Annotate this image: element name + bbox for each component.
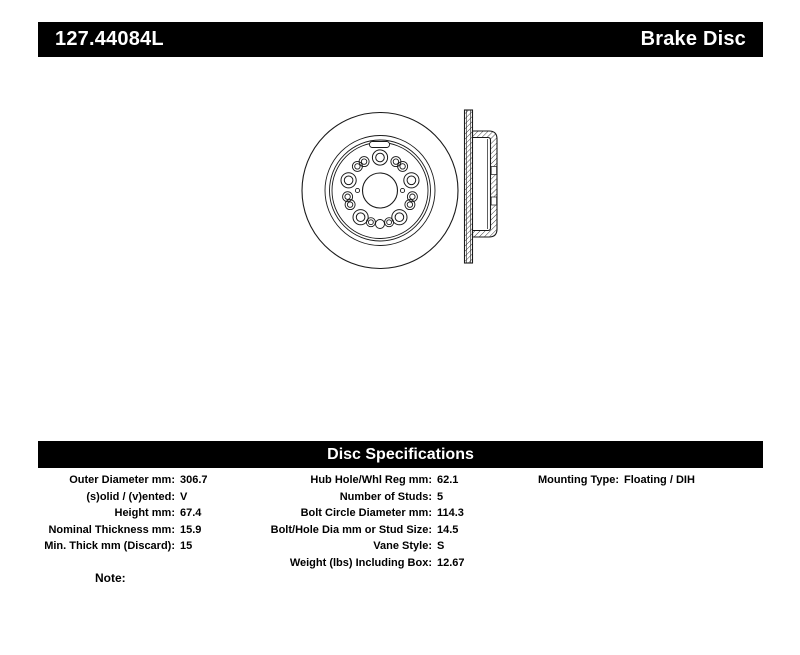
spec-value: 67.4 [180, 507, 202, 520]
spec-label: Bolt/Hole Dia mm or Stud Size: [270, 523, 432, 536]
header-bar [38, 22, 763, 57]
section-title: Disc Specifications [327, 445, 474, 463]
spec-column-right [534, 472, 695, 489]
spec-label: Nominal Thickness mm: [48, 523, 175, 536]
brake-disc-technical-drawing [295, 100, 505, 275]
spec-label: Height mm: [114, 507, 175, 520]
spec-row [30, 505, 202, 522]
spec-label: Vane Style: [373, 540, 432, 553]
spec-value: 5 [437, 490, 444, 503]
spec-column-left [30, 472, 208, 555]
spec-label: Min. Thick mm (Discard): [44, 540, 175, 553]
spec-value: S [437, 540, 445, 553]
spec-row [30, 472, 208, 489]
spec-label: Outer Diameter mm: [69, 474, 175, 486]
spec-label: Number of Studs: [339, 490, 432, 503]
note-label: Note: [95, 571, 126, 585]
spec-value: 114.3 [437, 507, 464, 520]
spec-label: Hub Hole/Whl Reg mm: [310, 474, 432, 486]
part-number: 127.44084L [55, 28, 164, 50]
spec-row [534, 472, 695, 489]
spec-label: Bolt Circle Diameter mm: [300, 507, 432, 520]
spec-value: 12.67 [437, 556, 465, 569]
spec-row [270, 522, 459, 539]
spec-row [280, 538, 445, 555]
spec-row [280, 505, 464, 522]
spec-column-middle [270, 472, 465, 572]
spec-label: (s)olid / (v)ented: [86, 490, 175, 503]
brake-disc-cross-section-icon [465, 110, 498, 263]
spec-label: Weight (lbs) Including Box: [289, 556, 432, 569]
spec-row [280, 555, 465, 572]
spec-row [30, 538, 193, 555]
spec-value: 15 [180, 540, 193, 553]
spec-value: 306.7 [180, 474, 208, 486]
spec-value: 14.5 [437, 523, 459, 536]
spec-label: Mounting Type: [537, 474, 619, 486]
spec-value: V [180, 490, 188, 503]
product-name: Brake Disc [640, 28, 746, 50]
spec-row [30, 489, 188, 506]
spec-value: 62.1 [437, 474, 459, 486]
spec-value: Floating / DIH [624, 474, 695, 486]
spec-value: 15.9 [180, 523, 202, 536]
spec-row [30, 522, 202, 539]
spec-row [280, 472, 459, 489]
spec-row [280, 489, 444, 506]
section-title-bar [38, 441, 763, 468]
brake-disc-front-view-icon [302, 113, 458, 269]
